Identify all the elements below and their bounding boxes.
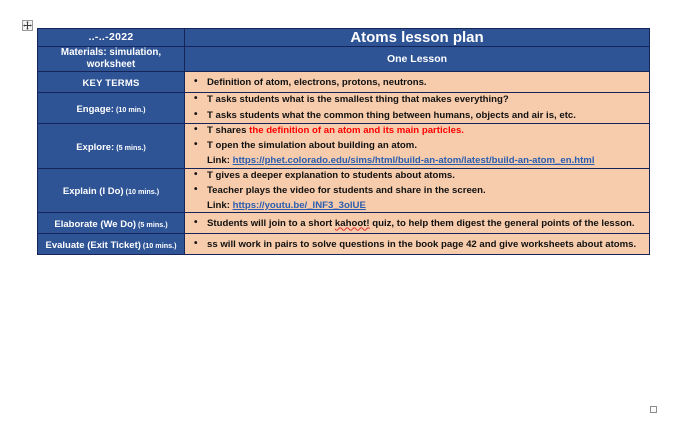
item-text: ss will work in pairs to solve questions in the book page 42 and give worksheets about atoms. <box>207 238 637 250</box>
stage-name: Engage: <box>76 104 114 116</box>
stage-sublabel: (Exit Ticket) <box>84 240 141 252</box>
list-item <box>207 184 649 212</box>
lesson-stage-rows <box>38 72 650 255</box>
item-text: T open the simulation about building an atom. <box>207 140 417 152</box>
stage-label-line <box>38 234 184 254</box>
activity-list <box>185 124 649 168</box>
stage-duration: (5 mins.) <box>136 220 168 230</box>
activity-list <box>185 217 649 231</box>
cell-stage-label[interactable] <box>38 213 185 234</box>
activity-list <box>185 93 649 122</box>
cell-stage-content[interactable] <box>185 93 650 123</box>
link-label: Link: https://youtu.be/_INF3_3olUE <box>207 199 366 211</box>
stage-name: KEY TERMS <box>82 78 140 90</box>
stage-label-line <box>38 72 184 92</box>
stage-label-line <box>38 136 184 156</box>
header-row-date-title <box>38 29 650 47</box>
stage-duration: (10 min.) <box>113 105 146 115</box>
page-title: Atoms lesson plan <box>350 29 484 46</box>
item-text: Students will join to a short <box>207 217 335 229</box>
table-row <box>38 123 650 168</box>
list-item <box>207 169 649 183</box>
table-row <box>38 93 650 123</box>
table-row <box>38 168 650 213</box>
stage-name: Explain <box>62 186 97 198</box>
cell-title[interactable] <box>185 29 650 47</box>
stage-duration: (5 mins.) <box>114 142 146 152</box>
item-text: quiz, to help them digest the general points of the lesson. <box>369 217 635 229</box>
spellcheck-flagged-word[interactable]: kahoot! <box>334 217 370 229</box>
stage-sublabel: (I Do) <box>96 186 124 198</box>
item-text: T shares <box>207 124 250 136</box>
header-row-materials-duration <box>38 47 650 72</box>
materials-text: Materials: simulation, worksheet <box>60 47 162 71</box>
cell-stage-label[interactable] <box>38 234 185 255</box>
stage-name: Elaborate <box>54 219 98 231</box>
date-text: ..-..-2022 <box>88 30 134 43</box>
list-item <box>207 76 649 90</box>
cell-stage-label[interactable] <box>38 123 185 168</box>
stage-name: Explore: <box>76 141 115 153</box>
cell-stage-content[interactable] <box>185 234 650 255</box>
item-text: T asks students what is the smallest thing that makes everything? <box>207 94 509 106</box>
cell-stage-label[interactable] <box>38 168 185 213</box>
cell-stage-content[interactable] <box>185 168 650 213</box>
activity-list <box>185 76 649 90</box>
link-label: Link: https://phet.colorado.edu/sims/html/build-an-atom/latest/build-an-atom_en.html <box>207 154 595 166</box>
item-text: Definition of atom, electrons, protons, neutrons. <box>207 76 427 88</box>
cell-materials[interactable] <box>38 47 185 72</box>
table-move-handle[interactable] <box>22 20 33 31</box>
cell-stage-label[interactable] <box>38 93 185 123</box>
table-row <box>38 72 650 93</box>
resource-link[interactable]: https://phet.colorado.edu/sims/html/build-an-atom/latest/build-an-atom_en.html <box>232 154 595 166</box>
table-body <box>38 29 650 72</box>
cell-duration[interactable] <box>185 47 650 72</box>
move-cross-icon <box>23 21 32 30</box>
item-text: Teacher plays the video for students and share in the screen. <box>207 185 486 197</box>
stage-label-line <box>38 180 184 200</box>
resource-link[interactable]: https://youtu.be/_INF3_3olUE <box>232 199 366 211</box>
cell-stage-content[interactable] <box>185 123 650 168</box>
cell-stage-label[interactable] <box>38 72 185 93</box>
cell-stage-content[interactable] <box>185 213 650 234</box>
list-item <box>207 139 649 167</box>
item-text: T asks students what the common thing between humans, objects and air is, etc. <box>207 110 576 122</box>
stage-name: Evaluate <box>45 240 85 252</box>
table-row <box>38 213 650 234</box>
duration-text: One Lesson <box>386 53 448 66</box>
activity-list <box>185 169 649 213</box>
stage-duration: (10 mins.) <box>123 187 160 197</box>
list-item <box>207 217 649 231</box>
list-item <box>207 109 649 123</box>
list-item <box>207 238 649 252</box>
stage-duration: (10 mins.) <box>140 241 177 251</box>
item-text: T gives a deeper explanation to students about atoms. <box>207 169 455 181</box>
stage-label-line <box>38 98 184 118</box>
activity-list <box>185 238 649 252</box>
cell-stage-content[interactable] <box>185 72 650 93</box>
lesson-plan-table[interactable] <box>37 28 650 255</box>
emphasis-text: the definition of an atom and its main particles. <box>249 124 464 136</box>
table-row <box>38 234 650 255</box>
table-resize-handle[interactable] <box>650 406 657 413</box>
stage-sublabel: (We Do) <box>97 219 137 231</box>
stage-label-line <box>38 213 184 233</box>
list-item <box>207 93 649 107</box>
list-item <box>207 124 649 138</box>
cell-date[interactable] <box>38 29 185 47</box>
